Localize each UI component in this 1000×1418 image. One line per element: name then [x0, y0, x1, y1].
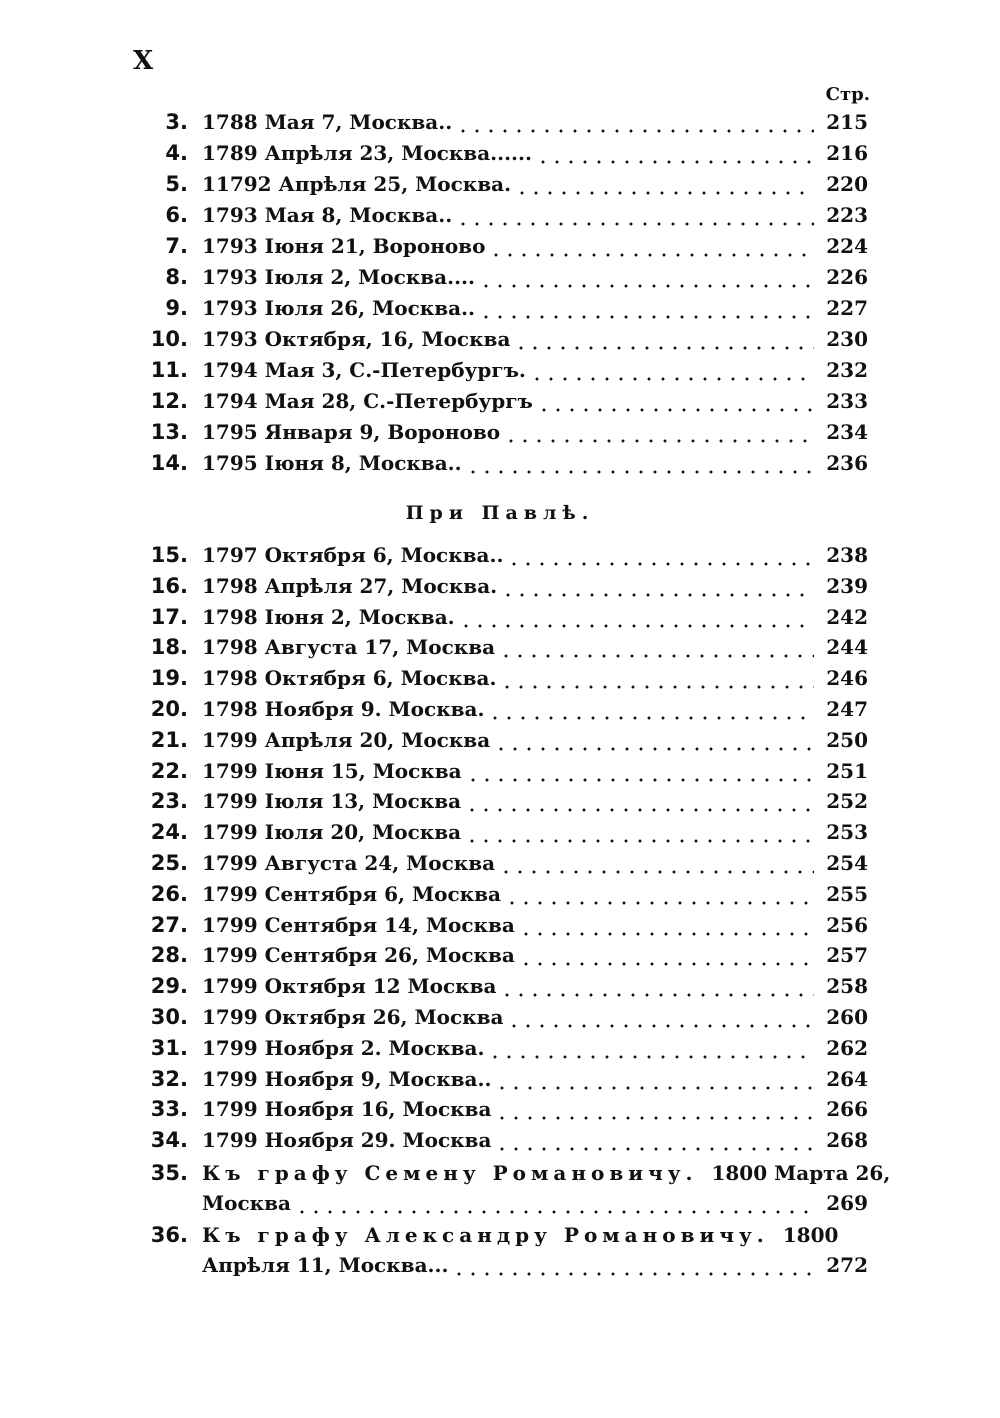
entry-page: 266	[826, 1097, 868, 1122]
toc-entry	[0, 756, 1000, 786]
dot-leader	[452, 1250, 814, 1280]
toc-entry	[0, 107, 1000, 137]
entry-title: 1798 Октября 6, Москва.	[202, 666, 497, 691]
entry-number: 28.	[150, 943, 188, 968]
dot-leader	[456, 200, 814, 230]
entry-number: 8.	[165, 265, 188, 289]
toc-entry	[0, 879, 1000, 909]
entry-title: 1797 Октября 6, Москва..	[202, 543, 504, 567]
entry-number: 17.	[150, 604, 188, 629]
entry-page: 256	[826, 912, 868, 937]
entry-number: 20.	[150, 697, 188, 721]
toc-entry	[0, 1125, 1000, 1155]
dot-leader	[501, 571, 814, 601]
entry-page: 268	[826, 1128, 868, 1153]
page-number: X	[133, 46, 154, 76]
toc-entry	[0, 663, 1000, 693]
toc-entry	[0, 602, 1000, 632]
entry-number: 10.	[150, 327, 188, 351]
dot-leader	[519, 910, 814, 940]
entry-title: 1793 Мая 8, Москва..	[202, 203, 453, 227]
toc-entry	[0, 910, 1000, 940]
entry-title: 1799 Августа 24, Москва	[202, 851, 496, 875]
entry-number: 9.	[165, 296, 188, 320]
entry-page: 236	[826, 451, 868, 475]
toc-entry	[0, 1158, 1000, 1188]
toc-entry-continuation	[0, 1250, 1000, 1280]
entry-title: Къ графу Семену Романовичу.	[202, 1161, 698, 1185]
entry-number: 13.	[150, 420, 188, 444]
entry-number: 36.	[150, 1223, 188, 1247]
entry-title: 1788 Мая 7, Москва..	[202, 110, 453, 134]
entry-title: 11792 Апрѣля 25, Москва.	[202, 172, 512, 196]
entry-page: 234	[826, 420, 868, 444]
dot-leader	[495, 1064, 814, 1094]
entry-page: 246	[826, 666, 868, 691]
toc-entry	[0, 448, 1000, 478]
entry-title: 1799 Апрѣля 20, Москва	[202, 727, 491, 752]
dot-leader	[465, 786, 814, 816]
entry-number: 7.	[165, 234, 188, 258]
entry-page: 226	[826, 265, 868, 289]
toc-entry	[0, 386, 1000, 416]
entry-page: 216	[826, 141, 868, 165]
entry-page: 238	[826, 543, 868, 567]
toc-entry	[0, 786, 1000, 816]
entry-title: Къ графу Александру Романовичу.	[202, 1223, 769, 1247]
entry-page: 232	[826, 358, 868, 382]
dot-leader	[504, 417, 814, 447]
dot-leader	[465, 817, 814, 847]
entry-title: 1794 Мая 28, С.-Петербургъ	[202, 389, 533, 413]
entry-page: 244	[826, 635, 868, 660]
entry-page: 220	[826, 172, 868, 196]
dot-leader	[507, 1002, 814, 1032]
entry-title: 1799 Ноября 2. Москва.	[202, 1035, 485, 1060]
entry-title: 1798 Апрѣля 27, Москва.	[202, 573, 498, 598]
entry-number: 34.	[150, 1128, 188, 1153]
entry-number: 15.	[150, 543, 188, 567]
toc-entry	[0, 355, 1000, 385]
entry-page: 239	[826, 573, 868, 598]
entry-page: 224	[826, 234, 868, 258]
dot-leader	[456, 107, 814, 137]
entry-number: 27.	[150, 912, 188, 937]
entry-number: 30.	[150, 1005, 188, 1029]
dot-leader	[537, 386, 814, 416]
entry-title: 1798 Августа 17, Москва	[202, 635, 496, 660]
entry-number: 18.	[150, 635, 188, 660]
entry-page: 215	[826, 110, 868, 134]
entry-page: 242	[826, 604, 868, 629]
entry-title: 1799 Сентября 6, Москва	[202, 881, 501, 906]
entry-title: 1799 Ноября 16, Москва	[202, 1097, 492, 1122]
dot-leader	[495, 1125, 814, 1155]
entry-title: 1793 Іюля 2, Москва....	[202, 265, 475, 289]
entry-title: 1799 Іюля 13, Москва	[202, 789, 462, 814]
entry-page: 247	[826, 697, 868, 721]
entry-number: 16.	[150, 573, 188, 598]
entry-number: 33.	[150, 1097, 188, 1122]
entry-page: 272	[826, 1253, 868, 1277]
entry-page: 254	[826, 851, 868, 875]
entry-page: 255	[826, 881, 868, 906]
dot-leader	[494, 725, 814, 755]
dot-leader	[507, 540, 814, 570]
toc-entry	[0, 632, 1000, 662]
entry-page: 253	[826, 820, 868, 845]
toc-entry	[0, 817, 1000, 847]
entry-title: 1799 Октября 12 Москва	[202, 974, 497, 999]
toc-entry	[0, 1064, 1000, 1094]
entry-number: 3.	[165, 110, 188, 134]
entry-place: Апрѣля 11, Москва...	[202, 1253, 449, 1277]
dot-leader	[514, 324, 814, 354]
dot-leader	[505, 879, 814, 909]
entry-page: 223	[826, 203, 868, 227]
entry-number: 12.	[150, 389, 188, 413]
page-column-header: Стр.	[825, 84, 870, 105]
entry-title: 1799 Ноября 29. Москва	[202, 1128, 492, 1153]
entry-title: 1798 Ноября 9. Москва.	[202, 697, 485, 721]
entry-title: 1799 Іюня 15, Москва	[202, 758, 462, 783]
entry-number: 21.	[150, 727, 188, 752]
entry-number: 23.	[150, 789, 188, 814]
dot-leader	[530, 355, 814, 385]
entry-number: 32.	[150, 1066, 188, 1091]
entry-page: 250	[826, 727, 868, 752]
dot-leader	[515, 169, 814, 199]
entry-page: 258	[826, 974, 868, 999]
dot-leader	[536, 138, 814, 168]
dot-leader	[499, 632, 814, 662]
entry-title: 1793 Іюля 26, Москва..	[202, 296, 475, 320]
entry-page: 260	[826, 1005, 868, 1029]
dot-leader	[500, 971, 814, 1001]
entry-page: 251	[826, 758, 868, 783]
toc-entry	[0, 540, 1000, 570]
entry-page: 230	[826, 327, 868, 351]
toc-entry	[0, 1002, 1000, 1032]
entry-number: 6.	[165, 203, 188, 227]
entry-number: 24.	[150, 820, 188, 845]
entry-place: Москва	[202, 1191, 291, 1215]
dot-leader	[489, 231, 814, 261]
toc-entry	[0, 293, 1000, 323]
entry-number: 25.	[150, 851, 188, 875]
toc-entry	[0, 231, 1000, 261]
entry-number: 31.	[150, 1035, 188, 1060]
dot-leader	[519, 940, 814, 970]
dot-leader	[499, 848, 814, 878]
entry-number: 22.	[150, 758, 188, 783]
toc-entry	[0, 200, 1000, 230]
entry-title: 1799 Сентября 14, Москва	[202, 912, 515, 937]
entry-title: 1793 Іюня 21, Вороново	[202, 234, 486, 258]
toc-entry	[0, 725, 1000, 755]
toc-entry	[0, 1033, 1000, 1063]
toc-entry	[0, 1094, 1000, 1124]
entry-number: 19.	[150, 666, 188, 691]
dot-leader	[479, 262, 814, 292]
entry-number: 29.	[150, 974, 188, 999]
toc-entry-continuation	[0, 1188, 1000, 1218]
entry-title: 1789 Апрѣля 23, Москва......	[202, 141, 532, 165]
entry-title: 1799 Іюля 20, Москва	[202, 820, 462, 845]
toc-entry	[0, 694, 1000, 724]
entry-number: 26.	[150, 881, 188, 906]
entry-title: 1793 Октября, 16, Москва	[202, 327, 511, 351]
entry-title: 1799 Ноября 9, Москва..	[202, 1066, 492, 1091]
toc-entry	[0, 848, 1000, 878]
entry-page: 269	[826, 1191, 868, 1215]
entry-title: 1799 Октября 26, Москва	[202, 1005, 504, 1029]
dot-leader	[466, 448, 814, 478]
entry-page: 227	[826, 296, 868, 320]
entry-date: 1800	[782, 1223, 839, 1247]
toc-entry	[0, 324, 1000, 354]
entry-number: 14.	[150, 451, 188, 475]
toc-entry	[0, 1220, 1000, 1250]
dot-leader	[295, 1188, 814, 1218]
entry-title: 1799 Сентября 26, Москва	[202, 943, 515, 968]
dot-leader	[466, 756, 814, 786]
entry-date: 1800 Марта 26,	[711, 1161, 891, 1185]
entry-title: 1795 Января 9, Вороново	[202, 420, 501, 444]
dot-leader	[479, 293, 814, 323]
entry-number: 11.	[150, 358, 188, 382]
entry-title: 1798 Іюня 2, Москва.	[202, 604, 455, 629]
dot-leader	[495, 1094, 814, 1124]
dot-leader	[459, 602, 814, 632]
toc-entry	[0, 571, 1000, 601]
toc-entry	[0, 940, 1000, 970]
section-heading: При Павлѣ.	[405, 502, 595, 524]
toc-entry	[0, 417, 1000, 447]
entry-title: 1794 Мая 3, С.-Петербургъ.	[202, 358, 526, 382]
entry-page: 262	[826, 1035, 868, 1060]
dot-leader	[488, 1033, 814, 1063]
toc-entry	[0, 138, 1000, 168]
toc-entry	[0, 262, 1000, 292]
entry-number: 5.	[165, 172, 188, 196]
entry-page: 257	[826, 943, 868, 968]
toc-entry	[0, 971, 1000, 1001]
toc-entry	[0, 169, 1000, 199]
entry-title: 1795 Іюня 8, Москва..	[202, 451, 462, 475]
entry-number: 4.	[165, 141, 188, 165]
entry-page: 264	[826, 1066, 868, 1091]
entry-page: 252	[826, 789, 868, 814]
entry-number: 35.	[150, 1161, 188, 1185]
entry-page: 233	[826, 389, 868, 413]
dot-leader	[500, 663, 814, 693]
dot-leader	[488, 694, 814, 724]
